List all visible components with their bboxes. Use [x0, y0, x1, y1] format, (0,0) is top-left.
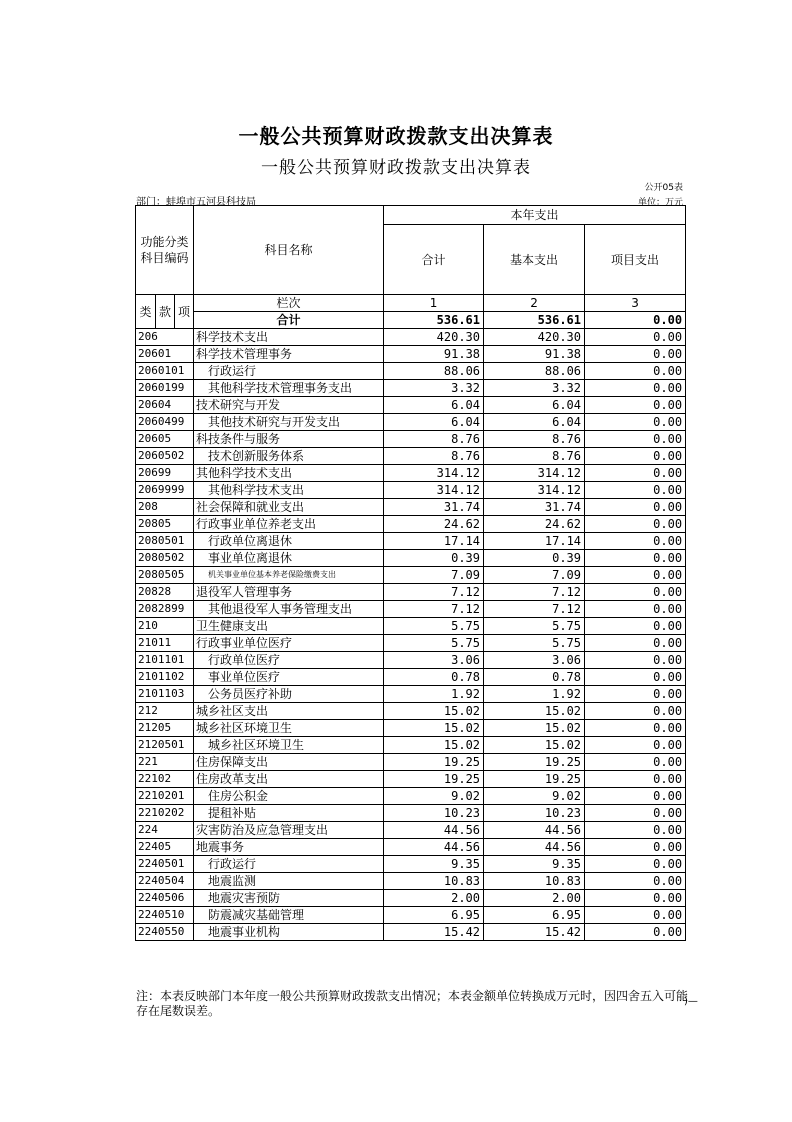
row-basic: 44.56	[484, 839, 585, 856]
row-project: 0.00	[585, 601, 686, 618]
row-code: 20805	[136, 516, 194, 533]
row-subject-name: 地震事业机构	[194, 924, 384, 941]
row-subject-name: 地震事务	[194, 839, 384, 856]
lei-header: 类	[136, 295, 156, 329]
row-project: 0.00	[585, 873, 686, 890]
row-code: 2080502	[136, 550, 194, 567]
row-basic: 5.75	[484, 618, 585, 635]
row-subject-name: 住房公积金	[194, 788, 384, 805]
row-total: 15.42	[384, 924, 484, 941]
row-code: 21205	[136, 720, 194, 737]
row-basic: 8.76	[484, 431, 585, 448]
row-total: 1.92	[384, 686, 484, 703]
row-project: 0.00	[585, 516, 686, 533]
row-total: 10.83	[384, 873, 484, 890]
row-basic: 15.02	[484, 737, 585, 754]
table-row	[136, 601, 686, 618]
row-basic: 3.06	[484, 652, 585, 669]
row-subject-name: 行政运行	[194, 856, 384, 873]
row-basic: 7.12	[484, 601, 585, 618]
row-code: 2101102	[136, 669, 194, 686]
row-basic: 5.75	[484, 635, 585, 652]
table-row	[136, 499, 686, 516]
document-subtitle: 一般公共预算财政拨款支出决算表	[261, 158, 531, 178]
row-code: 2240506	[136, 890, 194, 907]
table-row	[136, 924, 686, 941]
row-subject-name: 城乡社区环境卫生	[194, 737, 384, 754]
department-label: 部门：蚌埠市五河县科技局	[136, 197, 256, 208]
row-subject-name: 行政单位离退休	[194, 533, 384, 550]
row-project: 0.00	[585, 652, 686, 669]
sum-basic: 536.61	[484, 312, 585, 329]
row-total: 420.30	[384, 329, 484, 346]
row-subject-name: 机关事业单位基本养老保险缴费支出	[194, 567, 384, 584]
xiang-header: 项	[175, 295, 194, 329]
row-subject-name: 社会保障和就业支出	[194, 499, 384, 516]
row-subject-name: 科技条件与服务	[194, 431, 384, 448]
row-code: 2240501	[136, 856, 194, 873]
row-code: 208	[136, 499, 194, 516]
row-total: 88.06	[384, 363, 484, 380]
row-basic: 91.38	[484, 346, 585, 363]
row-basic: 314.12	[484, 482, 585, 499]
row-project: 0.00	[585, 584, 686, 601]
row-subject-name: 其他科学技术支出	[194, 465, 384, 482]
lanci-label: 栏次	[194, 295, 384, 312]
row-basic: 314.12	[484, 465, 585, 482]
row-project: 0.00	[585, 771, 686, 788]
row-code: 210	[136, 618, 194, 635]
row-project: 0.00	[585, 618, 686, 635]
table-row	[136, 822, 686, 839]
table-row	[136, 482, 686, 499]
row-basic: 19.25	[484, 771, 585, 788]
row-subject-name: 行政运行	[194, 363, 384, 380]
row-subject-name: 技术创新服务体系	[194, 448, 384, 465]
row-project: 0.00	[585, 363, 686, 380]
row-code: 2080505	[136, 567, 194, 584]
row-code: 2210202	[136, 805, 194, 822]
table-row	[136, 652, 686, 669]
row-total: 17.14	[384, 533, 484, 550]
table-row	[136, 805, 686, 822]
table-row	[136, 907, 686, 924]
row-total: 91.38	[384, 346, 484, 363]
row-subject-name: 退役军人管理事务	[194, 584, 384, 601]
row-code: 2060499	[136, 414, 194, 431]
row-project: 0.00	[585, 737, 686, 754]
row-project: 0.00	[585, 907, 686, 924]
row-basic: 6.95	[484, 907, 585, 924]
row-code: 2060199	[136, 380, 194, 397]
row-subject-name: 其他科学技术支出	[194, 482, 384, 499]
row-subject-name: 住房保障支出	[194, 754, 384, 771]
row-code: 2069999	[136, 482, 194, 499]
row-code: 2120501	[136, 737, 194, 754]
table-row	[136, 363, 686, 380]
row-subject-name: 住房改革支出	[194, 771, 384, 788]
row-subject-name: 地震灾害预防	[194, 890, 384, 907]
table-row	[136, 686, 686, 703]
row-total: 8.76	[384, 431, 484, 448]
row-total: 6.04	[384, 397, 484, 414]
row-code: 21011	[136, 635, 194, 652]
row-basic: 7.09	[484, 567, 585, 584]
row-project: 0.00	[585, 805, 686, 822]
row-code: 2240504	[136, 873, 194, 890]
sum-label: 合计	[194, 312, 384, 329]
row-subject-name: 灾害防治及应急管理支出	[194, 822, 384, 839]
row-project: 0.00	[585, 465, 686, 482]
row-total: 7.09	[384, 567, 484, 584]
row-basic: 3.32	[484, 380, 585, 397]
col-number-2: 2	[484, 295, 585, 312]
row-subject-name: 行政单位医疗	[194, 652, 384, 669]
row-project: 0.00	[585, 924, 686, 941]
row-basic: 2.00	[484, 890, 585, 907]
row-subject-name: 行政事业单位医疗	[194, 635, 384, 652]
row-total: 3.32	[384, 380, 484, 397]
table-row	[136, 635, 686, 652]
row-total: 8.76	[384, 448, 484, 465]
row-basic: 15.02	[484, 720, 585, 737]
row-basic: 6.04	[484, 397, 585, 414]
row-project: 0.00	[585, 703, 686, 720]
row-code: 2082899	[136, 601, 194, 618]
row-total: 6.95	[384, 907, 484, 924]
col-number-1: 1	[384, 295, 484, 312]
row-total: 0.39	[384, 550, 484, 567]
row-total: 9.02	[384, 788, 484, 805]
row-project: 0.00	[585, 533, 686, 550]
table-row	[136, 669, 686, 686]
row-code: 2210201	[136, 788, 194, 805]
row-total: 15.02	[384, 737, 484, 754]
footnote: 注：本表反映部门本年度一般公共预算财政拨款支出情况；本表金额单位转换成万元时，因四舍五入可能存在尾数误差。	[136, 989, 689, 1018]
basic-header: 基本支出	[484, 225, 585, 295]
year-expenditure-header: 本年支出	[384, 206, 686, 225]
row-project: 0.00	[585, 482, 686, 499]
table-row	[136, 346, 686, 363]
table-row	[136, 720, 686, 737]
row-basic: 88.06	[484, 363, 585, 380]
row-subject-name: 其他退役军人事务管理支出	[194, 601, 384, 618]
row-total: 15.02	[384, 720, 484, 737]
document-title: 一般公共预算财政拨款支出决算表	[238, 124, 554, 148]
row-total: 5.75	[384, 618, 484, 635]
row-code: 206	[136, 329, 194, 346]
row-project: 0.00	[585, 414, 686, 431]
table-row	[136, 754, 686, 771]
row-code: 2060101	[136, 363, 194, 380]
sum-total: 536.61	[384, 312, 484, 329]
col-number-3: 3	[585, 295, 686, 312]
row-subject-name: 科学技术管理事务	[194, 346, 384, 363]
table-row	[136, 890, 686, 907]
row-subject-name: 其他科学技术管理事务支出	[194, 380, 384, 397]
row-code: 20605	[136, 431, 194, 448]
table-row	[136, 329, 686, 346]
row-basic: 9.35	[484, 856, 585, 873]
row-basic: 6.04	[484, 414, 585, 431]
page-mark: )—	[684, 996, 698, 1007]
row-subject-name: 科学技术支出	[194, 329, 384, 346]
row-code: 2060502	[136, 448, 194, 465]
row-project: 0.00	[585, 669, 686, 686]
row-basic: 10.83	[484, 873, 585, 890]
row-project: 0.00	[585, 567, 686, 584]
row-project: 0.00	[585, 686, 686, 703]
row-basic: 0.78	[484, 669, 585, 686]
row-subject-name: 公务员医疗补助	[194, 686, 384, 703]
row-total: 314.12	[384, 465, 484, 482]
form-number: 公开05表	[644, 183, 683, 193]
row-project: 0.00	[585, 380, 686, 397]
expenditure-table	[135, 205, 686, 941]
row-basic: 17.14	[484, 533, 585, 550]
row-code: 20699	[136, 465, 194, 482]
row-total: 19.25	[384, 754, 484, 771]
table-row	[136, 431, 686, 448]
row-basic: 9.02	[484, 788, 585, 805]
row-total: 6.04	[384, 414, 484, 431]
table-row	[136, 397, 686, 414]
table-row	[136, 771, 686, 788]
row-basic: 19.25	[484, 754, 585, 771]
table-row	[136, 856, 686, 873]
row-basic: 8.76	[484, 448, 585, 465]
row-code: 20601	[136, 346, 194, 363]
sum-project: 0.00	[585, 312, 686, 329]
row-project: 0.00	[585, 754, 686, 771]
row-basic: 24.62	[484, 516, 585, 533]
row-project: 0.00	[585, 720, 686, 737]
row-project: 0.00	[585, 822, 686, 839]
row-code: 2240510	[136, 907, 194, 924]
row-total: 19.25	[384, 771, 484, 788]
row-code: 20828	[136, 584, 194, 601]
row-code: 2240550	[136, 924, 194, 941]
table-row	[136, 703, 686, 720]
row-project: 0.00	[585, 329, 686, 346]
table-row	[136, 465, 686, 482]
row-code: 22405	[136, 839, 194, 856]
row-project: 0.00	[585, 839, 686, 856]
row-subject-name: 事业单位离退休	[194, 550, 384, 567]
kuan-header: 款	[156, 295, 175, 329]
row-project: 0.00	[585, 788, 686, 805]
row-basic: 0.39	[484, 550, 585, 567]
row-code: 2101103	[136, 686, 194, 703]
table-row	[136, 550, 686, 567]
row-basic: 44.56	[484, 822, 585, 839]
row-basic: 1.92	[484, 686, 585, 703]
row-subject-name: 城乡社区支出	[194, 703, 384, 720]
func-code-header: 功能分类科目编码	[136, 206, 194, 295]
table-row	[136, 618, 686, 635]
row-project: 0.00	[585, 550, 686, 567]
row-subject-name: 其他技术研究与开发支出	[194, 414, 384, 431]
total-header: 合计	[384, 225, 484, 295]
row-project: 0.00	[585, 499, 686, 516]
row-basic: 420.30	[484, 329, 585, 346]
table-row	[136, 839, 686, 856]
unit-label: 单位：万元	[637, 198, 683, 208]
row-code: 20604	[136, 397, 194, 414]
row-project: 0.00	[585, 856, 686, 873]
row-total: 9.35	[384, 856, 484, 873]
row-project: 0.00	[585, 635, 686, 652]
row-total: 44.56	[384, 839, 484, 856]
row-basic: 31.74	[484, 499, 585, 516]
row-basic: 15.42	[484, 924, 585, 941]
row-subject-name: 卫生健康支出	[194, 618, 384, 635]
row-subject-name: 事业单位医疗	[194, 669, 384, 686]
row-total: 10.23	[384, 805, 484, 822]
row-total: 3.06	[384, 652, 484, 669]
row-subject-name: 行政事业单位养老支出	[194, 516, 384, 533]
row-total: 0.78	[384, 669, 484, 686]
table-row	[136, 788, 686, 805]
row-basic: 7.12	[484, 584, 585, 601]
row-project: 0.00	[585, 431, 686, 448]
row-total: 7.12	[384, 601, 484, 618]
row-basic: 10.23	[484, 805, 585, 822]
row-code: 212	[136, 703, 194, 720]
row-subject-name: 技术研究与开发	[194, 397, 384, 414]
table-row	[136, 414, 686, 431]
table-row	[136, 533, 686, 550]
row-code: 22102	[136, 771, 194, 788]
subject-name-header: 科目名称	[194, 206, 384, 295]
table-row	[136, 584, 686, 601]
table-row	[136, 448, 686, 465]
row-subject-name: 城乡社区环境卫生	[194, 720, 384, 737]
row-total: 44.56	[384, 822, 484, 839]
row-code: 2101101	[136, 652, 194, 669]
row-total: 24.62	[384, 516, 484, 533]
row-basic: 15.02	[484, 703, 585, 720]
row-total: 5.75	[384, 635, 484, 652]
row-project: 0.00	[585, 397, 686, 414]
table-row	[136, 380, 686, 397]
row-total: 2.00	[384, 890, 484, 907]
row-project: 0.00	[585, 890, 686, 907]
row-total: 31.74	[384, 499, 484, 516]
table-row	[136, 567, 686, 584]
row-code: 2080501	[136, 533, 194, 550]
row-project: 0.00	[585, 448, 686, 465]
row-total: 7.12	[384, 584, 484, 601]
row-subject-name: 防震减灾基础管理	[194, 907, 384, 924]
project-header: 项目支出	[585, 225, 686, 295]
table-row	[136, 873, 686, 890]
table-row	[136, 737, 686, 754]
table-row	[136, 516, 686, 533]
row-subject-name: 提租补贴	[194, 805, 384, 822]
row-project: 0.00	[585, 346, 686, 363]
row-code: 221	[136, 754, 194, 771]
row-total: 314.12	[384, 482, 484, 499]
row-subject-name: 地震监测	[194, 873, 384, 890]
row-code: 224	[136, 822, 194, 839]
row-total: 15.02	[384, 703, 484, 720]
